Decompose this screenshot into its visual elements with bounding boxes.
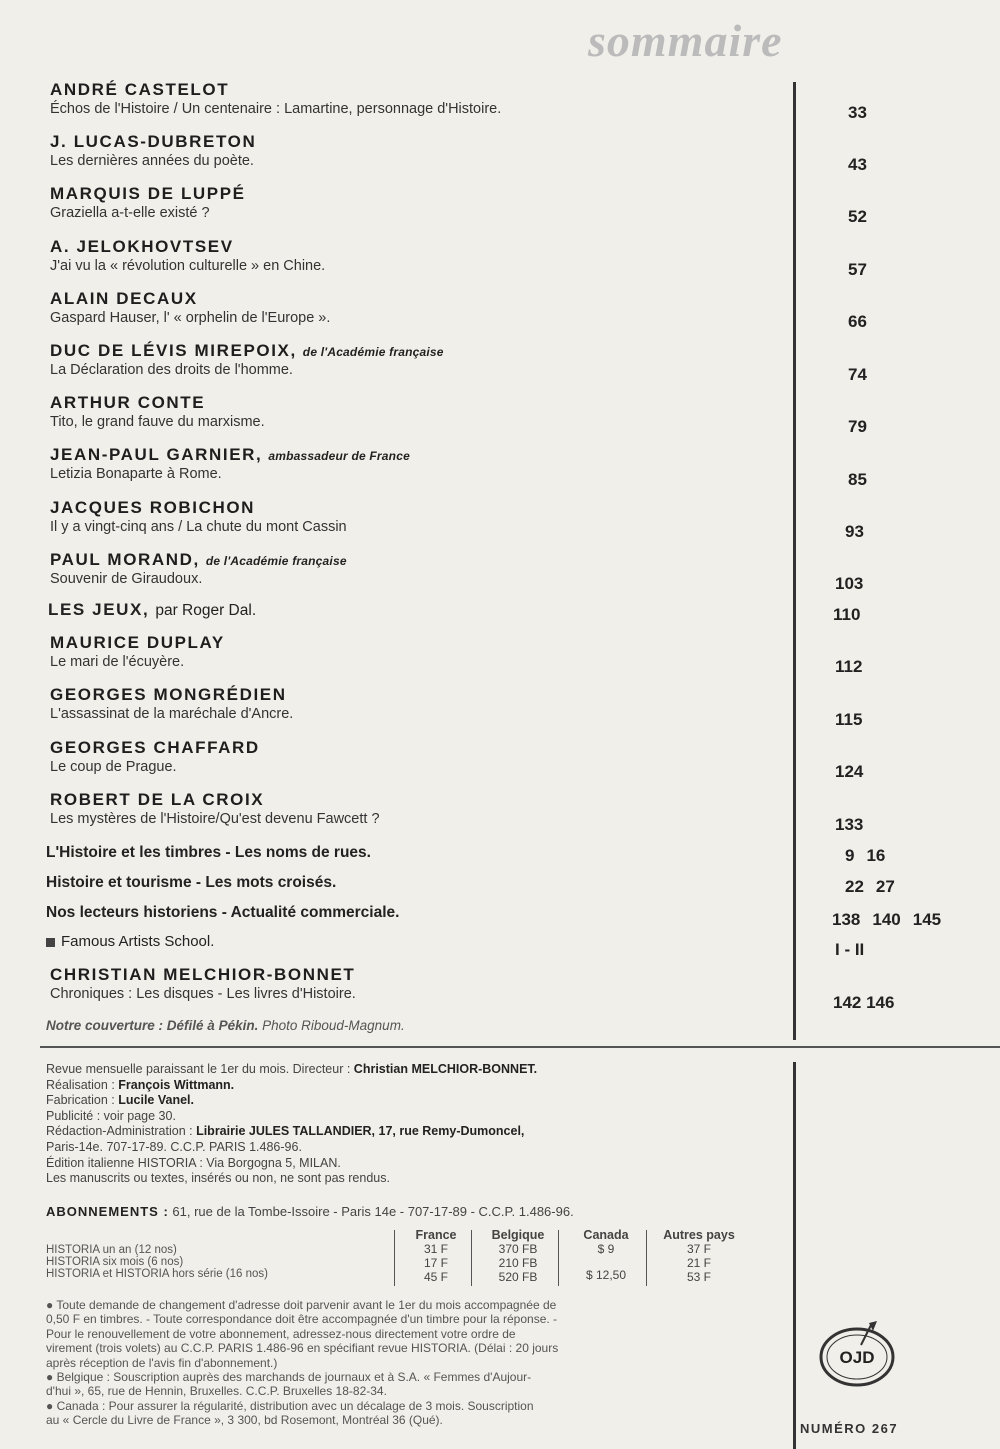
page-number: 57	[848, 260, 867, 279]
table-divider	[646, 1230, 647, 1286]
imprint-line	[46, 1109, 791, 1125]
page-number: 124	[835, 762, 864, 781]
page-number: 93	[845, 522, 864, 541]
imprint-bold: Librairie JULES TALLANDIER, 17, rue Remy-Dumoncel,	[196, 1124, 525, 1139]
games-entry	[48, 600, 256, 620]
toc-entry	[50, 685, 790, 723]
rates-column	[478, 1228, 558, 1284]
subscriptions-label: ABONNEMENTS :	[46, 1204, 169, 1219]
column-header: France	[415, 1228, 457, 1242]
rubric-entry	[46, 874, 336, 892]
table-divider	[471, 1230, 472, 1286]
toc-entry	[50, 184, 790, 222]
cover-credit	[46, 1018, 405, 1033]
imprint-line	[46, 1062, 791, 1078]
page-number: 27	[875, 877, 895, 896]
toc-entry	[50, 738, 790, 776]
rate-value: 21 F	[686, 1256, 711, 1270]
imprint	[46, 1062, 791, 1187]
article-title: La Déclaration des droits de l'homme.	[50, 362, 293, 378]
page-number: 115	[835, 710, 863, 729]
rate-row-label: HISTORIA un an (12 nos)	[46, 1244, 177, 1256]
footer-column-divider	[793, 1062, 796, 1449]
author-name: A. JELOKHOVTSEV	[50, 237, 234, 256]
imprint-text: Réalisation :	[46, 1077, 119, 1092]
subscription-notes	[46, 1298, 791, 1428]
imprint-bold: François Wittmann.	[118, 1077, 235, 1092]
toc-entry	[50, 237, 790, 275]
imprint-line	[46, 1124, 791, 1140]
page-numbers	[845, 877, 907, 897]
note-line: Pour le renouvellement de votre abonnement, adressez-nous directement votre ordre de	[46, 1326, 516, 1341]
square-bullet-icon	[46, 938, 55, 947]
rate-value: 520 FB	[498, 1270, 538, 1284]
ojd-logo-icon	[817, 1317, 897, 1389]
article-title: Les dernières années du poète.	[50, 153, 254, 169]
note-line: au « Cercle du Livre de France », 3 300, bd Rosemont, Montréal 36 (Qué).	[46, 1413, 443, 1428]
subscriptions-address: 61, rue de la Tombe-Issoire - Paris 14e - 707-17-89 - C.C.P. 1.486-96.	[172, 1204, 574, 1219]
toc-entry	[50, 80, 790, 118]
rate-row-label: HISTORIA et HISTORIA hors série (16 nos)	[46, 1268, 268, 1280]
note-line: ● Toute demande de changement d'adresse doit parvenir avant le 1er du mois accompagnée de	[46, 1298, 557, 1312]
imprint-text: Publicité : voir page 30.	[46, 1108, 176, 1123]
page-number: 74	[848, 365, 867, 384]
rates-column	[654, 1228, 744, 1284]
toc-entry	[50, 132, 790, 170]
rubric-title: Histoire et tourisme - Les mots croisés.	[46, 874, 337, 891]
rate-value: 370 FB	[498, 1242, 538, 1256]
rate-value: 31 F	[423, 1242, 448, 1256]
author-name: ANDRÉ CASTELOT	[50, 80, 230, 99]
article-title: L'assassinat de la maréchale d'Ancre.	[50, 706, 294, 722]
author-name: ARTHUR CONTE	[50, 393, 206, 412]
toc-entry	[50, 965, 790, 1003]
author-name: GEORGES CHAFFARD	[50, 738, 260, 757]
page-number: 138	[832, 910, 861, 929]
issue-number: NUMÉRO 267	[800, 1421, 899, 1436]
games-label: LES JEUX,	[48, 600, 150, 619]
article-title: Échos de l'Histoire / Un centenaire : Lamartine, personnage d'Histoire.	[50, 101, 502, 117]
column-header: Autres pays	[663, 1228, 735, 1242]
article-title: Letizia Bonaparte à Rome.	[50, 466, 222, 482]
author-name: ROBERT DE LA CROIX	[50, 790, 265, 809]
imprint-text: Édition italienne HISTORIA : Via Borgogna 5, MILAN.	[46, 1155, 341, 1170]
toc-entry	[50, 341, 790, 379]
page-number: 22	[845, 877, 864, 896]
page-numbers	[832, 910, 953, 930]
author-name: J. LUCAS-DUBRETON	[50, 132, 257, 151]
toc-entry	[50, 498, 790, 536]
page-number: 16	[866, 846, 886, 865]
rate-value: 53 F	[686, 1270, 711, 1284]
imprint-line	[46, 1171, 791, 1187]
page-number: 133	[835, 815, 864, 834]
rate-value: 45 F	[423, 1270, 448, 1284]
page-number: 142 146	[833, 993, 895, 1012]
page-numbers	[835, 940, 876, 960]
rubric-title: Nos lecteurs historiens - Actualité commerciale.	[46, 904, 400, 921]
rate-value: 210 FB	[498, 1256, 538, 1270]
page-number: 9	[845, 846, 855, 865]
rate-value: 37 F	[686, 1242, 711, 1256]
note-line: d'hui », 65, rue de Hennin, Bruxelles. C.C.P. Bruxelles 18-82-34.	[46, 1384, 387, 1399]
author-affiliation: de l'Académie française	[205, 554, 347, 568]
imprint-line	[46, 1156, 791, 1172]
imprint-line	[46, 1078, 791, 1094]
column-divider	[793, 82, 796, 1040]
rubric-entry	[46, 933, 214, 950]
imprint-text: Paris-14e. 707-17-89. C.C.P. PARIS 1.486-96.	[46, 1139, 302, 1154]
subscriptions-line	[46, 1204, 574, 1219]
article-title: Les mystères de l'Histoire/Qu'est devenu Fawcett ?	[50, 811, 380, 827]
cover-title: Défilé à Pékin.	[166, 1018, 259, 1033]
author-affiliation: ambassadeur de France	[268, 449, 410, 463]
rate-value: $ 12,50	[585, 1268, 627, 1282]
page-number: 110	[833, 605, 861, 624]
page-number: I - II	[835, 940, 865, 959]
games-author: par Roger Dal.	[155, 602, 257, 619]
author-name: GEORGES MONGRÉDIEN	[50, 685, 287, 704]
page-title: sommaire	[588, 15, 783, 66]
toc-entry	[50, 790, 790, 828]
author-name: MAURICE DUPLAY	[50, 633, 225, 652]
author-name: DUC DE LÉVIS MIREPOIX,	[50, 341, 297, 360]
cover-photo-credit: Photo Riboud-Magnum.	[262, 1018, 405, 1033]
rates-column	[566, 1228, 646, 1282]
note-line: 0,50 F en timbres. - Toute correspondance doit être accompagnée d'un timbre pour la réponse. -	[46, 1312, 558, 1327]
author-name: MARQUIS DE LUPPÉ	[50, 184, 246, 203]
toc-entry	[50, 633, 790, 671]
author-name: PAUL MORAND,	[50, 550, 200, 569]
page-number: 52	[848, 207, 867, 226]
toc-entry	[50, 550, 790, 588]
article-title: Chroniques : Les disques - Les livres d'Histoire.	[50, 986, 356, 1002]
column-header: Canada	[583, 1228, 629, 1242]
note-line: après réception de l'avis fin d'abonnement.)	[46, 1355, 278, 1370]
page-number: 145	[912, 910, 942, 929]
author-name: ALAIN DECAUX	[50, 289, 198, 308]
author-affiliation: de l'Académie française	[302, 345, 444, 359]
page-number: 103	[835, 574, 864, 593]
article-title: Gaspard Hauser, l' « orphelin de l'Europe ».	[50, 310, 331, 326]
column-header: Belgique	[491, 1228, 545, 1242]
article-title: Il y a vingt-cinq ans / La chute du mont Cassin	[50, 519, 347, 535]
rates-column	[401, 1228, 471, 1284]
note-line: ● Belgique : Souscription auprès des marchands de journaux et à S.A. « Femmes d'Aujour-	[46, 1370, 532, 1385]
rubric-title: L'Histoire et les timbres - Les noms de rues.	[46, 844, 371, 861]
toc-entry	[50, 393, 790, 431]
imprint-bold: Lucile Vanel.	[118, 1093, 194, 1108]
page-number: 140	[872, 910, 901, 929]
imprint-text: Revue mensuelle paraissant le 1er du mois. Directeur :	[46, 1062, 354, 1076]
imprint-text: Fabrication :	[46, 1093, 119, 1108]
toc-entry	[50, 289, 790, 327]
note-line: ● Canada : Pour assurer la régularité, distribution avec un décalage de 3 mois. Souscription	[46, 1398, 534, 1413]
article-title: Graziella a-t-elle existé ?	[50, 205, 210, 221]
imprint-line	[46, 1140, 791, 1156]
horizontal-divider	[40, 1046, 1000, 1048]
page-number: 79	[848, 417, 867, 436]
page-numbers	[845, 846, 897, 866]
page-number: 112	[835, 657, 863, 676]
table-divider	[558, 1230, 559, 1286]
imprint-text: Les manuscrits ou textes, insérés ou non, ne sont pas rendus.	[46, 1171, 390, 1186]
cover-label: Notre couverture :	[46, 1018, 164, 1033]
rate-value	[566, 1256, 646, 1268]
author-name: JEAN-PAUL GARNIER,	[50, 445, 263, 464]
article-title: Le coup de Prague.	[50, 759, 177, 775]
rate-row-label: HISTORIA six mois (6 nos)	[46, 1256, 184, 1268]
page-number: 33	[848, 103, 867, 122]
page-number: 43	[848, 155, 867, 174]
toc-entry	[50, 445, 790, 483]
article-title: Tito, le grand fauve du marxisme.	[50, 414, 265, 430]
table-divider	[394, 1230, 395, 1286]
imprint-text: Rédaction-Administration :	[46, 1124, 197, 1139]
author-name: CHRISTIAN MELCHIOR-BONNET	[50, 965, 356, 984]
author-name: JACQUES ROBICHON	[50, 498, 256, 517]
rate-value: 17 F	[423, 1256, 448, 1270]
article-title: Souvenir de Giraudoux.	[50, 571, 203, 587]
page-number: 85	[848, 470, 867, 489]
imprint-line	[46, 1093, 791, 1109]
rubric-entry	[46, 904, 399, 922]
logo-text: OJD	[839, 1348, 875, 1367]
rubric-title: Famous Artists School.	[61, 933, 215, 950]
imprint-bold: Christian MELCHIOR-BONNET.	[353, 1062, 538, 1076]
article-title: Le mari de l'écuyère.	[50, 654, 185, 670]
page-number: 66	[848, 312, 867, 331]
rubric-entry	[46, 844, 371, 862]
article-title: J'ai vu la « révolution culturelle » en Chine.	[50, 258, 326, 274]
rate-value: $ 9	[597, 1242, 615, 1256]
note-line: virement (trois volets) au C.C.P. PARIS 1.486-96 en spécifiant revue HISTORIA. (Délai : 20 jours	[46, 1341, 559, 1356]
